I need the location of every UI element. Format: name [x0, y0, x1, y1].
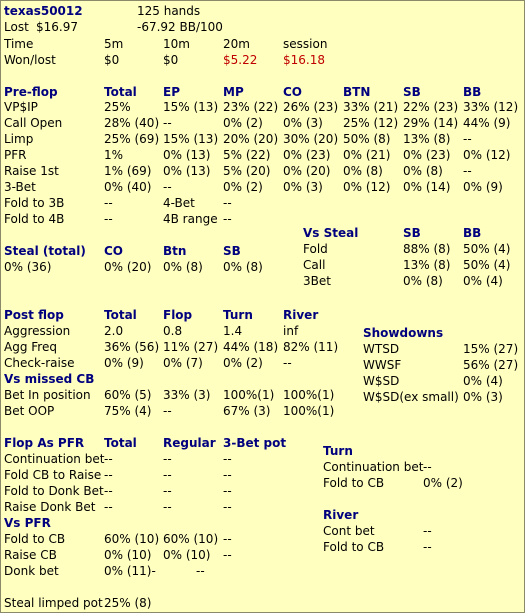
stat-cell: 0% (9) [104, 356, 144, 370]
stat-cell: -- [223, 548, 232, 562]
raise-donk-bet-label: Raise Donk Bet [4, 500, 96, 514]
aggression-label: Aggression [4, 324, 71, 338]
time-20m-header: 20m [223, 37, 250, 51]
stat-cell: -- [104, 452, 113, 466]
wonlost-session: $16.18 [283, 53, 325, 67]
stat-cell: -- [104, 500, 113, 514]
stat-cell: 60% (10) [104, 532, 160, 546]
stat-cell: 22% (23) [403, 100, 459, 114]
stat-cell: 0% (9) [463, 180, 503, 194]
stat-cell: -- [223, 500, 232, 514]
river-header: River [323, 508, 359, 522]
postflop-river-header: River [283, 308, 319, 322]
stat-cell: -- [163, 404, 172, 418]
preflop-sb-header: SB [403, 85, 421, 99]
stat-cell: 60% (5) [104, 388, 152, 402]
raise-cb-label: Raise CB [4, 548, 57, 562]
flop-pfr-total-header: Total [104, 436, 137, 450]
stat-cell: 25% (12) [343, 116, 399, 130]
stat-cell: 13% (8) [403, 258, 451, 272]
wsd-label: W$SD [363, 374, 400, 388]
preflop-mp-header: MP [223, 85, 244, 99]
stat-cell: 28% (40) [104, 116, 160, 130]
stat-cell: 11% (27) [163, 340, 219, 354]
steal-total-header: Steal (total) [4, 244, 86, 258]
wsd-ex-small-label: W$SD(ex small) [363, 390, 459, 404]
stat-cell: -- [163, 484, 172, 498]
stat-cell: -- [423, 540, 432, 554]
stat-cell: -- [223, 212, 232, 226]
bet-oop-label: Bet OOP [4, 404, 55, 418]
stat-cell: -- [163, 452, 172, 466]
stat-cell: -- [283, 356, 292, 370]
stat-cell: 0% (12) [463, 148, 511, 162]
stat-cell: 1.4 [223, 324, 243, 338]
stat-cell: 44% (18) [223, 340, 279, 354]
turn-continuation-bet-label: Continuation bet [323, 460, 424, 474]
stat-cell: 0% (3) [283, 180, 323, 194]
stat-cell: 23% (22) [223, 100, 279, 114]
stat-cell: 5% (22) [223, 148, 271, 162]
stat-cell: -- [423, 460, 432, 474]
stat-cell: 13% (8) [403, 132, 451, 146]
postflop-total-header: Total [104, 308, 137, 322]
vs-steal-bb-header: BB [463, 226, 482, 240]
four-bet-label: 4-Bet [163, 196, 195, 210]
stat-cell: 30% (20) [283, 132, 339, 146]
vpip-label: VP$IP [4, 100, 38, 114]
preflop-co-header: CO [283, 85, 303, 99]
postflop-turn-header: Turn [223, 308, 253, 322]
stat-cell: 0.8 [163, 324, 183, 338]
flop-pfr-regular-header: Regular [163, 436, 216, 450]
stat-cell: 0% (10) [104, 548, 152, 562]
stat-cell: 75% (4) [104, 404, 152, 418]
player-name: texas50012 [4, 4, 83, 18]
vs-steal-fold-label: Fold [303, 242, 328, 256]
preflop-ep-header: EP [163, 85, 180, 99]
stat-cell: 82% (11) [283, 340, 339, 354]
stat-cell: 33% (12) [463, 100, 519, 114]
wonlost-label: Won/lost [4, 53, 56, 67]
stat-cell: 0% (20) [104, 260, 152, 274]
stat-cell: 33% (21) [343, 100, 399, 114]
stat-cell: 15% (13) [163, 132, 219, 146]
river-fold-to-cb-label: Fold to CB [323, 540, 385, 554]
preflop-total-header: Total [104, 85, 137, 99]
stat-cell: -- [223, 196, 232, 210]
stat-cell: 0% (8) [403, 164, 443, 178]
vs-pfr-header: Vs PFR [4, 516, 51, 530]
stat-cell: 25% (69) [104, 132, 160, 146]
stat-cell: 67% (3) [223, 404, 271, 418]
raise-first-label: Raise 1st [4, 164, 59, 178]
stat-cell: -- [223, 452, 232, 466]
stat-cell: -- [163, 468, 172, 482]
donk-bet-label: Donk bet [4, 564, 59, 578]
stat-cell: 0% (20) [283, 164, 331, 178]
wonlost-20m: $5.22 [223, 53, 258, 67]
bet-in-position-label: Bet In position [4, 388, 91, 402]
fold-cb-to-raise-label: Fold CB to Raise [4, 468, 102, 482]
stat-cell: 36% (56) [104, 340, 160, 354]
stat-cell: 25% (8) [104, 596, 152, 610]
showdowns-header: Showdowns [363, 326, 444, 340]
stat-cell: 0% (36) [4, 260, 52, 274]
stat-cell: 25% [104, 100, 131, 114]
stat-cell: 1% (69) [104, 164, 152, 178]
stat-cell: -- [104, 484, 113, 498]
stat-cell: 0% (21) [343, 148, 391, 162]
stat-cell: 0% (8) [163, 260, 203, 274]
stat-cell: 0% (40) [104, 180, 152, 194]
time-header: Time [4, 37, 34, 51]
stat-cell: 0% (4) [463, 374, 503, 388]
four-bet-range-label: 4B range [163, 212, 218, 226]
flop-pfr-3bet-pot-header: 3-Bet pot [223, 436, 287, 450]
stat-cell: 0% (23) [403, 148, 451, 162]
lost-amount: $16.97 [36, 20, 78, 34]
fold-to-donk-bet-label: Fold to Donk Bet [4, 484, 104, 498]
three-bet-label: 3-Bet [4, 180, 36, 194]
stat-cell: 60% (10) [163, 532, 219, 546]
stat-cell: -- [223, 532, 232, 546]
stat-cell: 0% (10) [163, 548, 211, 562]
bb-per-100: -67.92 BB/100 [137, 20, 223, 34]
pfr-label: PFR [4, 148, 27, 162]
wwsf-label: WWSF [363, 358, 402, 372]
steal-limped-pot-label: Steal limped pot [4, 596, 103, 610]
steal-btn-header: Btn [163, 244, 187, 258]
stat-cell: -- [196, 564, 205, 578]
stat-cell: 44% (9) [463, 116, 511, 130]
vs-missed-cb-header: Vs missed CB [4, 372, 95, 386]
steal-sb-header: SB [223, 244, 241, 258]
stat-cell: 100%(1) [223, 388, 275, 402]
fold-to-cb-label: Fold to CB [4, 532, 66, 546]
postflop-header: Post flop [4, 308, 64, 322]
stat-cell: 50% (4) [463, 242, 511, 256]
stat-cell: inf [283, 324, 299, 338]
check-raise-label: Check-raise [4, 356, 75, 370]
call-open-label: Call Open [4, 116, 63, 130]
stat-cell: 0% (12) [343, 180, 391, 194]
fold-to-3b-label: Fold to 3B [4, 196, 65, 210]
time-session-header: session [283, 37, 328, 51]
preflop-bb-header: BB [463, 85, 482, 99]
vs-steal-3bet-label: 3Bet [303, 274, 331, 288]
hands-count: 125 hands [137, 4, 201, 18]
agg-freq-label: Agg Freq [4, 340, 57, 354]
preflop-header: Pre-flop [4, 85, 58, 99]
stat-cell: -- [163, 500, 172, 514]
wonlost-10m: $0 [163, 53, 179, 67]
stat-cell: 56% (27) [463, 358, 519, 372]
stat-cell: 100%(1) [283, 388, 335, 402]
stat-cell: -- [223, 484, 232, 498]
stat-cell: 15% (27) [463, 342, 519, 356]
stat-cell: -- [463, 164, 472, 178]
stat-cell: 15% (13) [163, 100, 219, 114]
limp-label: Limp [4, 132, 34, 146]
stat-cell: 0% (4) [463, 274, 503, 288]
stat-cell: 33% (3) [163, 388, 211, 402]
fold-to-4b-label: Fold to 4B [4, 212, 65, 226]
stat-cell: 5% (20) [223, 164, 271, 178]
stat-cell: 29% (14) [403, 116, 459, 130]
stat-cell: -- [163, 116, 172, 130]
stat-cell: 0% (3) [463, 390, 503, 404]
wonlost-5m: $0 [104, 53, 120, 67]
stat-cell: -- [463, 132, 472, 146]
vs-steal-call-label: Call [303, 258, 326, 272]
vs-steal-sb-header: SB [403, 226, 421, 240]
stat-cell: 0% (3) [283, 116, 323, 130]
stat-cell: 0% (2) [423, 476, 463, 490]
stat-cell: 0% (13) [163, 164, 211, 178]
steal-co-header: CO [104, 244, 124, 258]
stat-cell: 26% (23) [283, 100, 339, 114]
flop-as-pfr-header: Flop As PFR [4, 436, 85, 450]
stat-cell: 0% (13) [163, 148, 211, 162]
stat-cell: 1% [104, 148, 124, 162]
stat-cell: -- [104, 212, 113, 226]
vs-steal-header: Vs Steal [303, 226, 359, 240]
turn-header: Turn [323, 444, 353, 458]
stat-cell: -- [163, 180, 172, 194]
lost-label: Lost [4, 20, 29, 34]
stat-cell: 0% (11)- [104, 564, 156, 578]
stat-cell: 0% (23) [283, 148, 331, 162]
stat-cell: 0% (8) [343, 164, 383, 178]
stat-cell: 0% (2) [223, 116, 263, 130]
stat-cell: 100%(1) [283, 404, 335, 418]
time-10m-header: 10m [163, 37, 190, 51]
stat-cell: 0% (7) [163, 356, 203, 370]
stat-cell: 0% (8) [223, 260, 263, 274]
stat-cell: 20% (20) [223, 132, 279, 146]
stat-cell: 50% (8) [343, 132, 391, 146]
turn-fold-to-cb-label: Fold to CB [323, 476, 385, 490]
postflop-flop-header: Flop [163, 308, 193, 322]
stat-cell: 0% (14) [403, 180, 451, 194]
stat-cell: 0% (2) [223, 180, 263, 194]
stat-cell: -- [104, 196, 113, 210]
stat-cell: -- [104, 468, 113, 482]
river-cont-bet-label: Cont bet [323, 524, 375, 538]
stat-cell: 50% (4) [463, 258, 511, 272]
preflop-btn-header: BTN [343, 85, 371, 99]
stat-cell: -- [423, 524, 432, 538]
stat-cell: 2.0 [104, 324, 124, 338]
wtsd-label: WTSD [363, 342, 400, 356]
continuation-bet-label: Continuation bet [4, 452, 105, 466]
stat-cell: 0% (2) [223, 356, 263, 370]
stat-cell: 0% (8) [403, 274, 443, 288]
time-5m-header: 5m [104, 37, 124, 51]
stat-cell: 88% (8) [403, 242, 451, 256]
stat-cell: -- [223, 468, 232, 482]
